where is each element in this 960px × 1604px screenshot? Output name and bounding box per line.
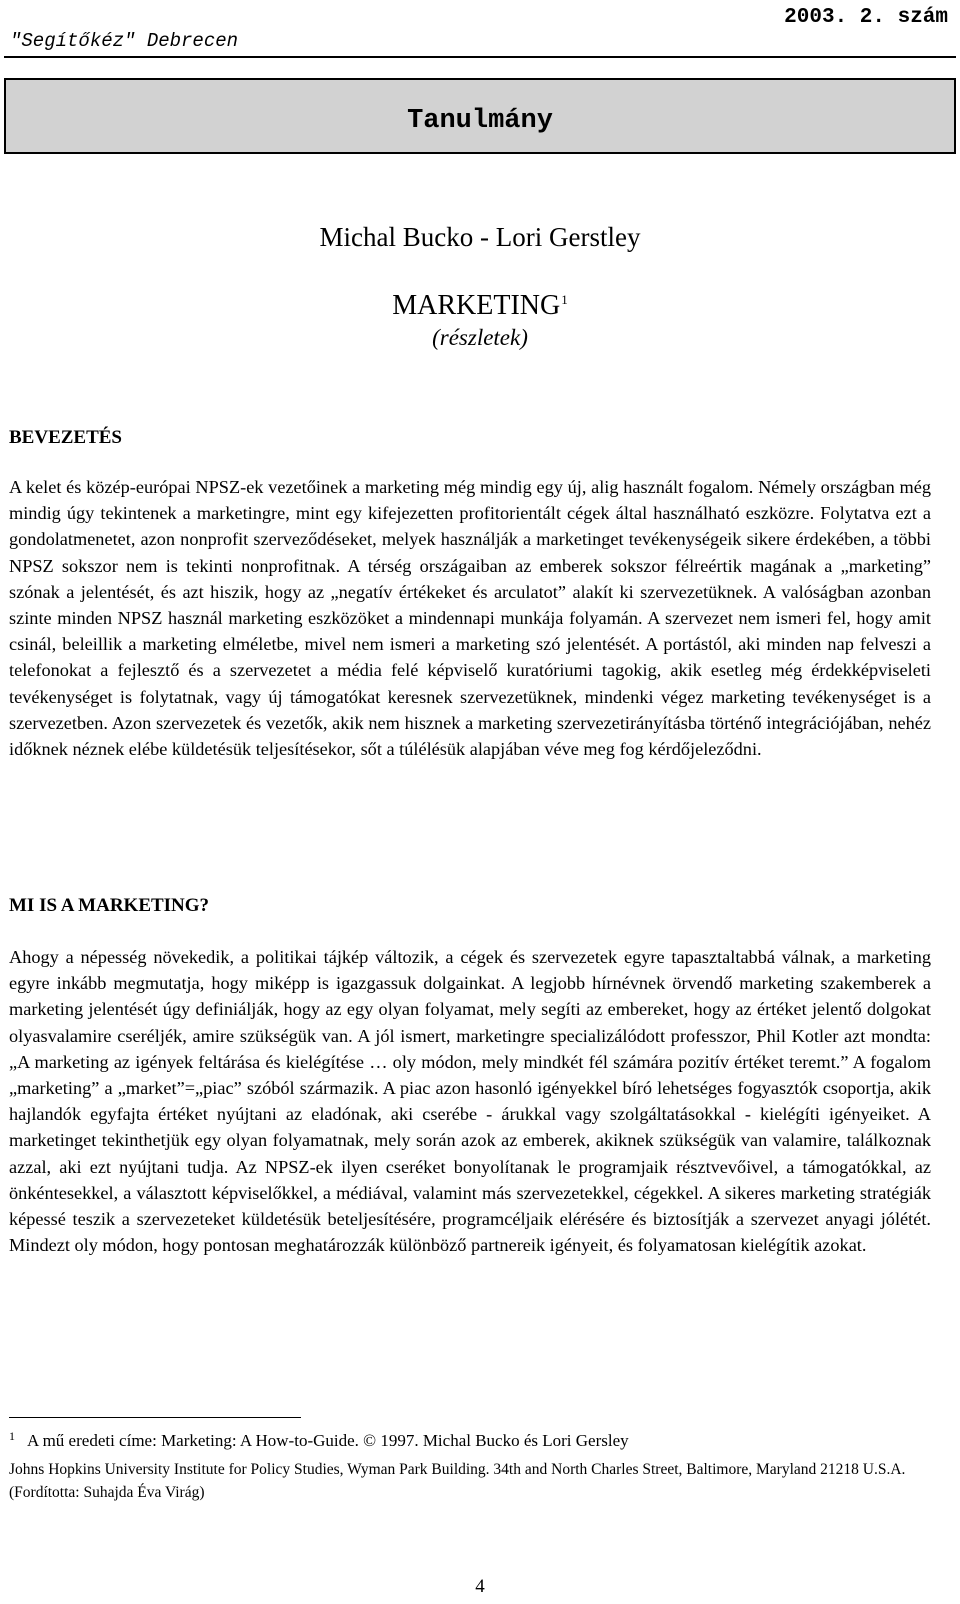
issue-number: 2003. 2. szám <box>784 6 948 29</box>
section-text-what-is-marketing: Ahogy a népesség növekedik, a politikai tájkép változik, a cégek és szervezetek egyre tapasztaltabbá válnak, a marketing egyre inkább megmutatja, hogy miképp is igazgassuk dolgainkat. A legjobb hírnévnek örvendő marketing szakemberek a marketing jelentését úgy definiálják, hogy az egy olyan folyamat, mely segíti az embereket, hogy az értéket jelentő dolgokat olyasvalamire cseréljék, amire szükségük van. A jól ismert, marketingre specializálódott professzor, Phil Kotler azt mondta: „A marketing az igények feltárása és kielégítése … oly módon, mely mindkét fél számára pozitív értéket teremt.” A fogalom „marketing” a „market”=„piac” szóból származik. A piac azon hasonló igényekkel bíró lehetséges fogyasztók csoportja, akik hajlandók egyfajta értéket nyújtani az eladónak, aki cserébe - árukkal vagy szolgáltatásokkal - kielégíti igényeiket. A marketinget tekinthetjük egy olyan folyamatnak, mely során azok az emberek, akiknek szükségük van valamire, találkoznak azzal, aki ezt nyújtani tudja. Az NPSZ-ek ilyen cseréket bonyolítanak le programjaik résztvevőivel, a támogatókkal, az önkéntesekkel, a választott képviselőkkel, a médiával, valamint más szervezetekkel, cégekkel. A sikeres marketing stratégiák képessé teszik a szervezeteket küldetésük beteljesítésére, programcéljaik elérésére és biztosítják a szervezet anyagi jólétét. Mindezt oly módon, hogy pontosan meghatározzák különböző partnereik igényeit, és folyamatosan kielégítik azokat. <box>9 947 931 1256</box>
footnote-original-title: A mű eredeti címe: Marketing: A How-to-Guide. © 1997. Michal Bucko és Lori Gersley <box>27 1431 629 1450</box>
section-heading-introduction: BEVEZETÉS <box>9 427 122 448</box>
article-subtitle: (részletek) <box>432 325 528 350</box>
page-header <box>4 0 956 58</box>
footnote-address: Johns Hopkins University Institute for Policy Studies, Wyman Park Building. 34th and North Charles Street, Baltimore, Maryland 21218 U.S.A. (Fordította: Suhajda Éva Virág) <box>9 1461 906 1501</box>
article-authors: Michal Bucko - Lori Gerstley <box>319 222 641 252</box>
publication-name: "Segítőkéz" Debrecen <box>10 30 239 52</box>
footnote-divider <box>9 1417 301 1418</box>
section-text-introduction: A kelet és közép-európai NPSZ-ek vezetőinek a marketing még mindig egy új, alig használt fogalom. Némely országban még mindig úgy tekintenek a marketingre, mint egy kifejezetten profitorientált cégek által használható eszközre. Folytatva ezt a gondolatmenetet, azon nonprofit szerveződéseket, melyek használják a marketinget tevékenységeik sikere érdekében, a többi NPSZ sokszor nem is tekinti nonprofitnak. A térség országaiban az emberek sokszor félreértik magának a „marketing” szónak a jelentését, és azt hiszik, hogy az „negatív értékeket és arculatot” alakít ki szervezetüknek. A valóságban azonban szinte minden NPSZ használ marketing eszközöket a mindennapi munkája folyamán. A szervezet nem ismeri fel, hogy amit csinál, beleillik a marketing elméletbe, mivel nem ismeri a marketing szó jelentését. A portástól, aki minden nap felveszi a telefonokat a fejlesztő és a szervezetet a média felé képviselő kuratóriumi tagokig, akik esetleg még érdekképviseleti tevékenységet is folytatnak, vagy új támogatókat keresnek szervezetüknek, mindenki végez marketing tevékenységet is a szervezetben. Azon szervezetek és vezetők, akik nem hisznek a marketing szervezetirányításba történő integrációjában, nehéz időknek néznek elébe küldetésük teljesítésekor, sőt a túlélésük alapjában véve meg fog kérdőjeleződni. <box>9 477 931 760</box>
page-number: 4 <box>475 1576 485 1597</box>
footnote-line-1 <box>9 1431 629 1451</box>
article-title <box>0 290 960 322</box>
section-banner <box>4 78 956 154</box>
banner-label: Tanulmány <box>407 106 553 136</box>
section-heading-what-is-marketing: MI IS A MARKETING? <box>9 895 210 916</box>
footnote-number: 1 <box>9 1429 15 1443</box>
title-footnote-ref[interactable]: 1 <box>561 292 568 307</box>
article-title-text: MARKETING <box>392 290 561 321</box>
